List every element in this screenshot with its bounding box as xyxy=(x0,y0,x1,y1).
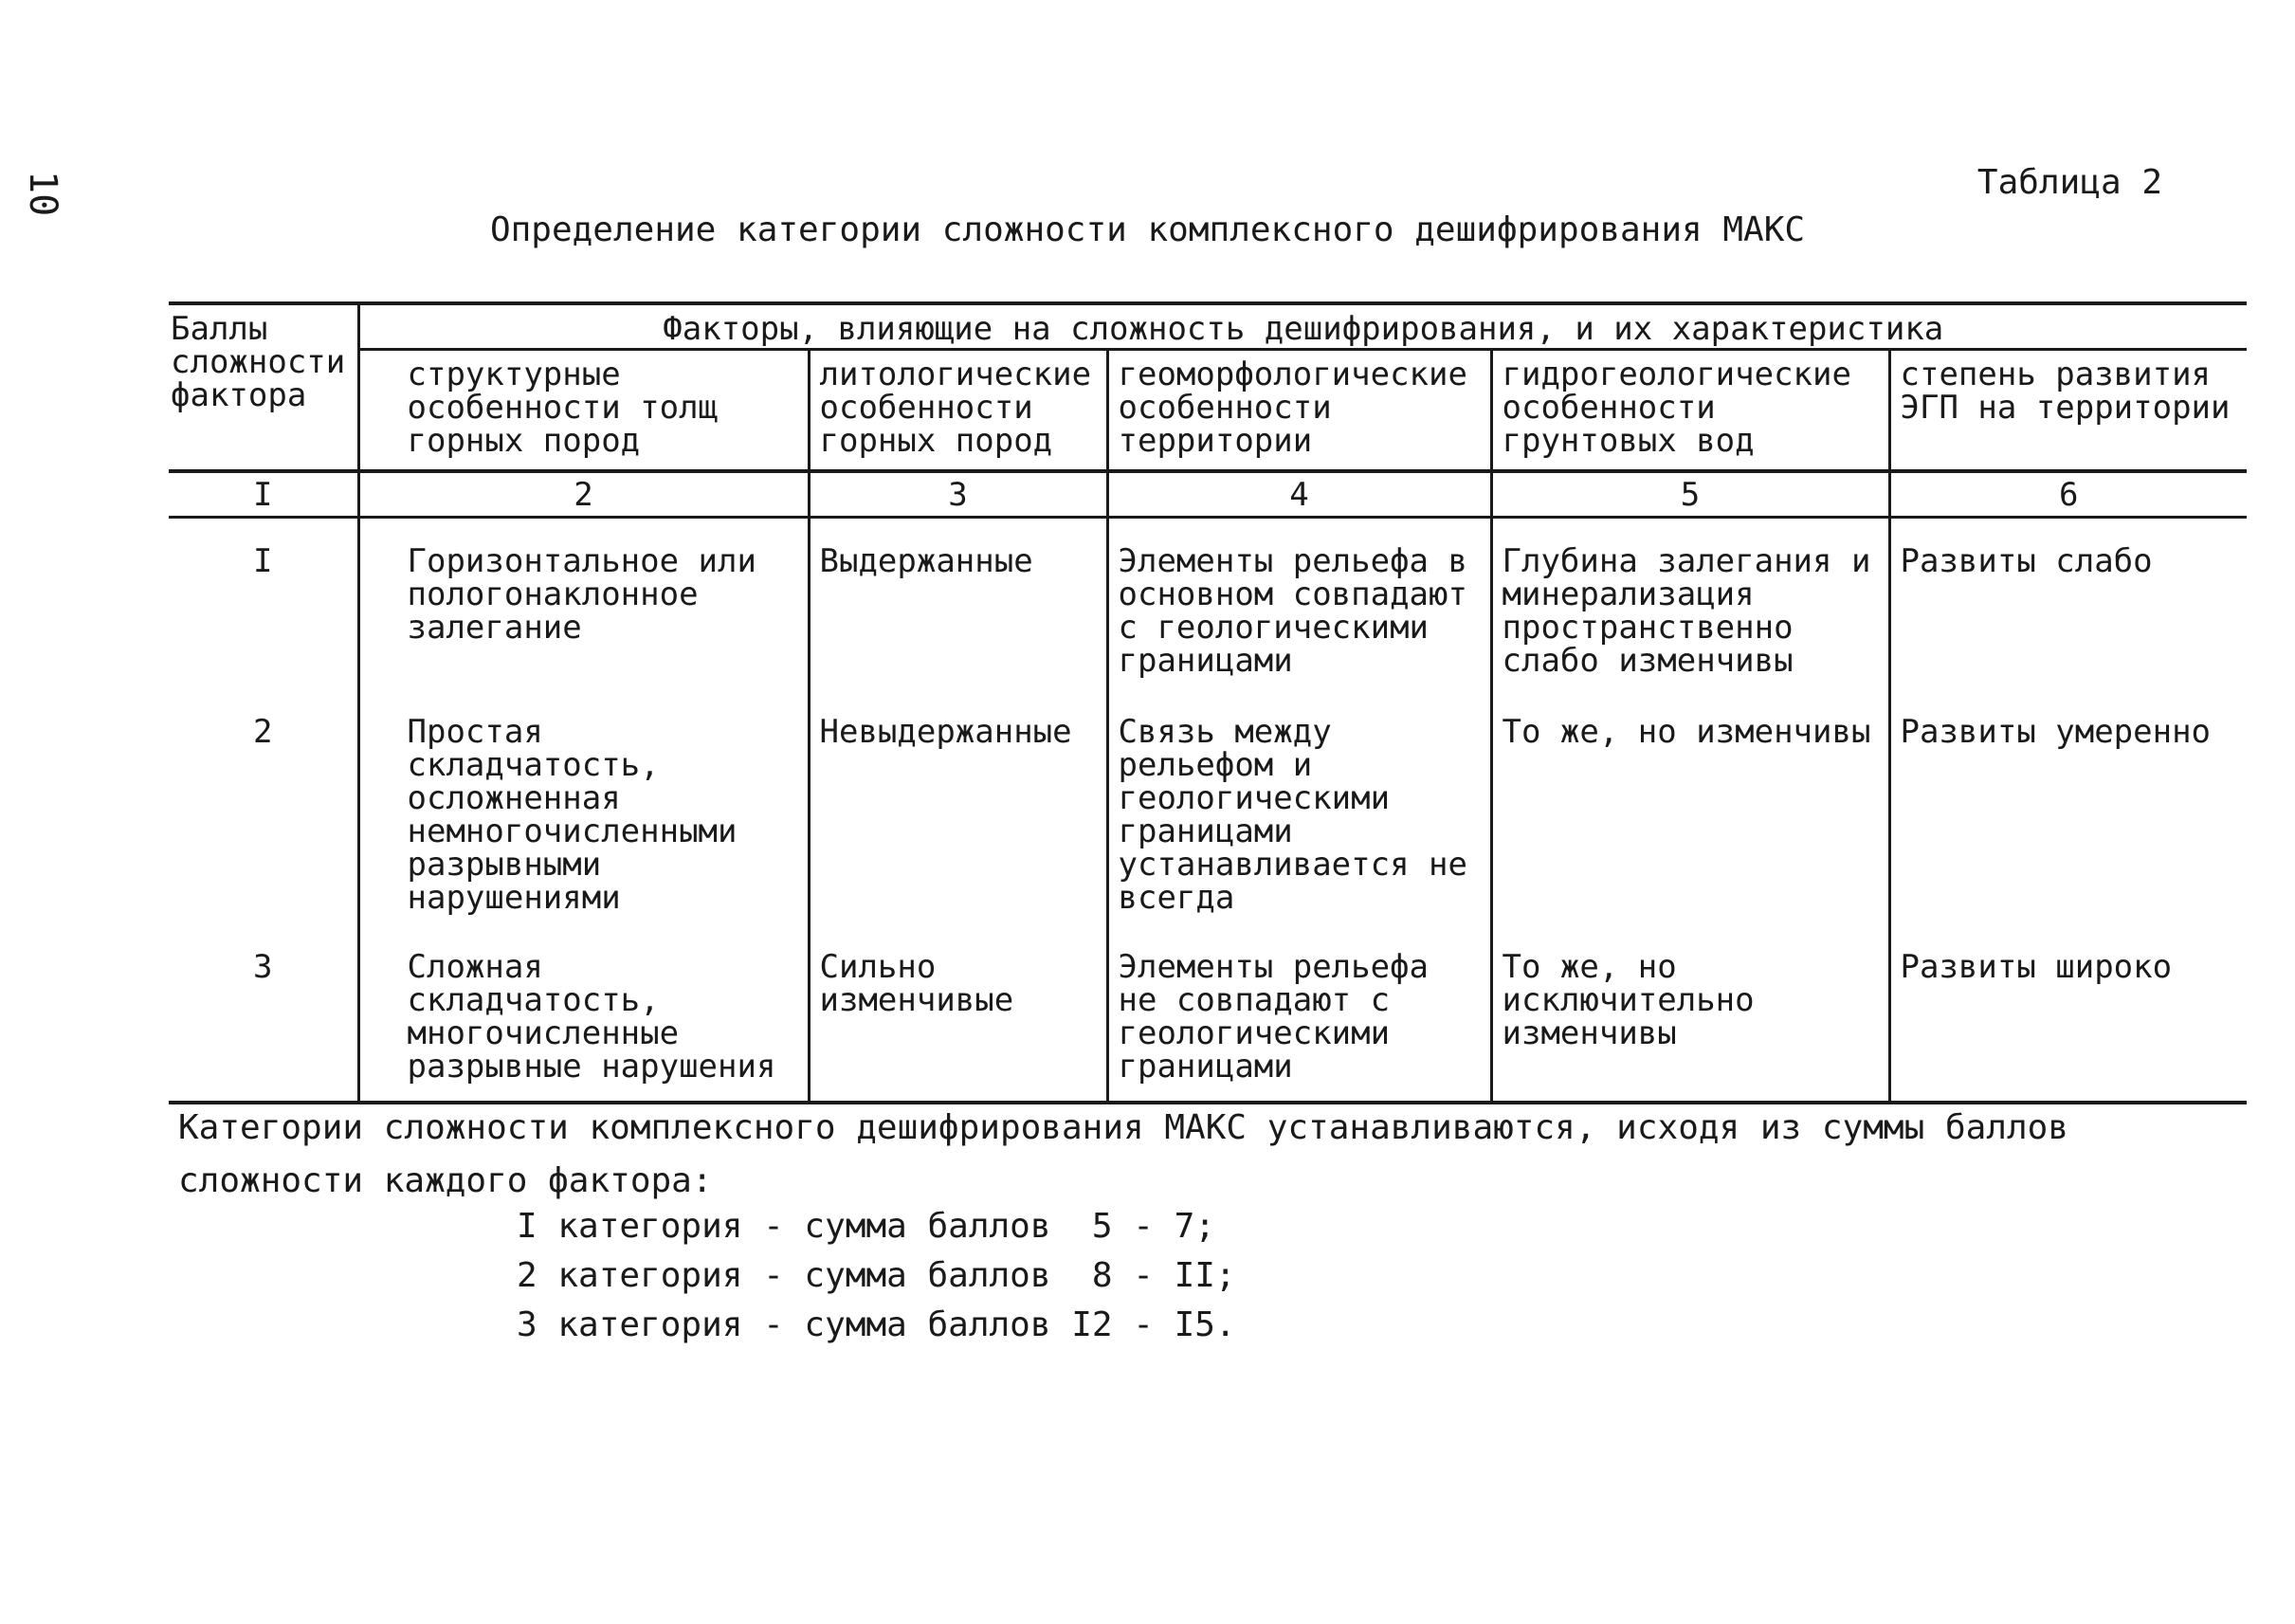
table-cell: Выдержанные xyxy=(809,518,1107,698)
table-cell: Сложная складчатость, многочисленные разрывные нарушения xyxy=(358,934,809,1103)
score-cell: 2 xyxy=(169,697,358,934)
table-cell: Развиты слабо xyxy=(1900,542,2153,580)
score-cell: I xyxy=(169,518,358,698)
table-cell: Глубина залегания и минерализация пространственно слабо изменчивы xyxy=(1491,518,1889,698)
table-row xyxy=(169,518,2247,698)
table-cell: Связь между рельефом и геологическими границами устанавливается не всегда xyxy=(1107,697,1491,934)
table-row xyxy=(169,697,2247,934)
corner-header: Баллы сложности фактора xyxy=(169,303,358,471)
table-cell: Элементы рельефа не совпадают с геологическими границами xyxy=(1107,934,1491,1103)
sub-header-lithological: литологические особенности горных пород xyxy=(809,350,1107,472)
sub-header-row xyxy=(169,350,2247,472)
category-item: 3 категория - сумма баллов I2 - I5. xyxy=(517,1305,1236,1344)
table-cell: Сильно изменчивые xyxy=(809,934,1107,1103)
table-label: Таблица 2 xyxy=(1976,163,2162,202)
column-number: I xyxy=(169,471,358,518)
table-cell: Горизонтальное или пологонаклонное залегание xyxy=(358,518,809,698)
category-item: I категория - сумма баллов 5 - 7; xyxy=(517,1207,1215,1246)
table-cell: Невыдержанные xyxy=(809,697,1107,934)
table-cell: Элементы рельефа в основном совпадают с геологическими границами xyxy=(1107,518,1491,698)
category-note: Категории сложности комплексного дешифрирования МАКС устанавливаются, исходя из суммы баллов сложности каждого фактора: xyxy=(178,1108,2068,1200)
page-number: 10 xyxy=(21,171,64,217)
table-row xyxy=(169,934,2247,1103)
category-item: 2 категория - сумма баллов 8 - II; xyxy=(517,1256,1236,1295)
factors-header: Факторы, влияющие на сложность дешифрирования, и их характеристика xyxy=(358,303,2247,350)
sub-header-geomorphological: геоморфологические особенности территории xyxy=(1107,350,1491,472)
column-number: 6 xyxy=(1889,471,2247,518)
category-list xyxy=(517,1202,1236,1350)
score-cell: 3 xyxy=(169,934,358,1103)
table-cell: Развиты умеренно xyxy=(1900,713,2212,751)
table-cell: Простая складчатость, осложненная немногочисленными разрывными нарушениями xyxy=(358,697,809,934)
table-cell: То же, но изменчивы xyxy=(1491,697,1889,934)
column-number: 5 xyxy=(1491,471,1889,518)
table-cell: То же, но исключительно изменчивы xyxy=(1491,934,1889,1103)
sub-header-egp: степень развития ЭГП на территории xyxy=(1900,356,2231,427)
table-header-row xyxy=(169,303,2247,350)
column-number: 4 xyxy=(1107,471,1491,518)
table-cell: Развиты широко xyxy=(1900,948,2173,986)
sub-header-hydrogeological: гидрогеологические особенности грунтовых вод xyxy=(1491,350,1889,472)
column-numbers-row xyxy=(169,471,2247,518)
column-number: 2 xyxy=(358,471,809,518)
sub-header-structural: структурные особенности толщ горных пород xyxy=(358,350,809,472)
complexity-table xyxy=(169,301,2247,1104)
table-title: Определение категории сложности комплексного дешифрирования МАКС xyxy=(489,210,1806,249)
column-number: 3 xyxy=(809,471,1107,518)
